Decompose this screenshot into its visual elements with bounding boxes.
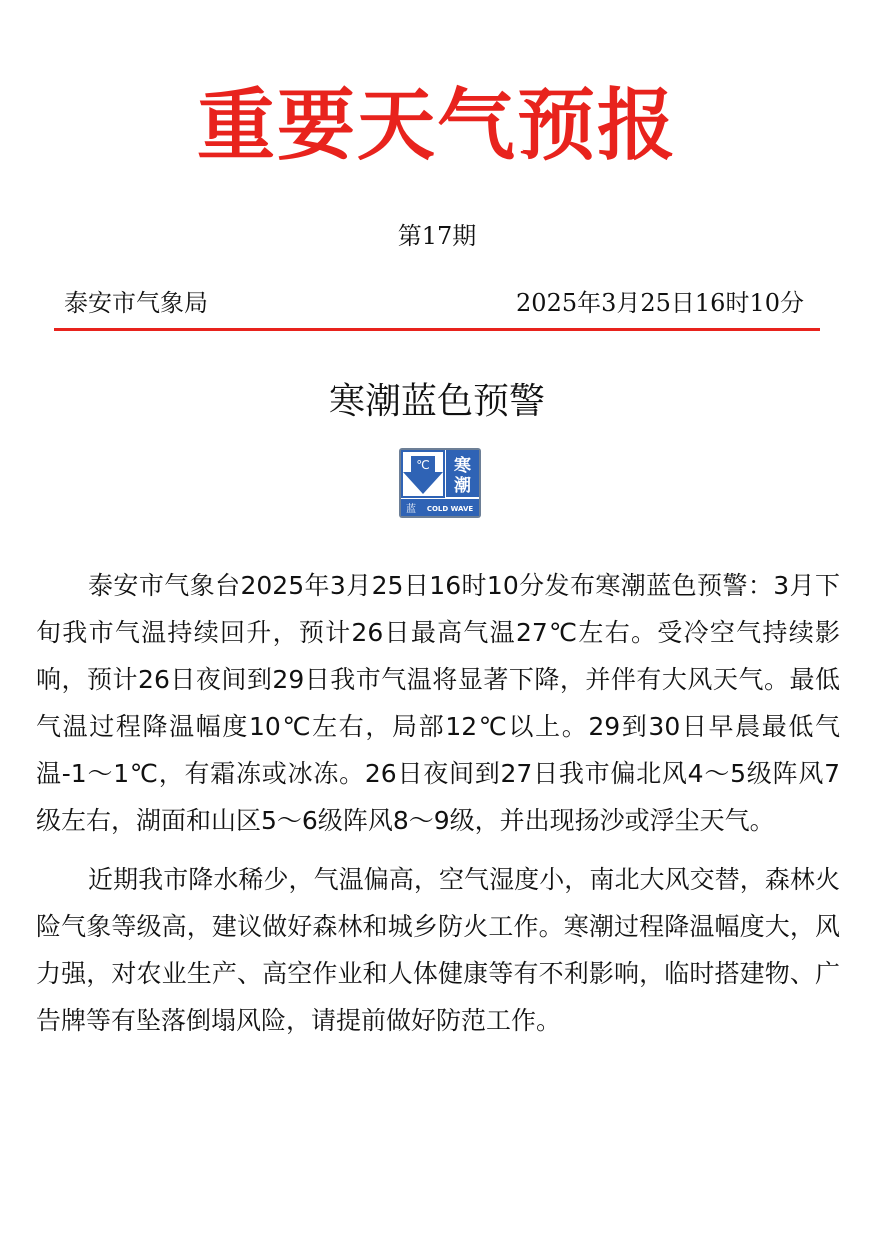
issuer-name: 泰安市气象局: [64, 289, 208, 317]
celsius-symbol: ℃: [416, 458, 430, 472]
issue-number: 第17期: [397, 222, 477, 250]
signal-english-label: COLD WAVE: [426, 505, 474, 513]
signal-char-bottom: 潮: [454, 476, 471, 496]
body-paragraph: 近期我市降水稀少，气温偏高，空气湿度小，南北大风交替，森林火险气象等级高，建议做好森林和城乡防火工作。寒潮过程降温幅度大，风力强，对农业生产、高空作业和人体健康等有不利影响，临时搭建物、广告牌等有坠落倒塌风险，请提前做好防范工作。: [36, 865, 840, 1035]
masthead-title: 重要天气预报: [196, 80, 677, 171]
signal-char-top: 寒: [454, 456, 471, 476]
cold-wave-signal-graphic: [401, 450, 479, 516]
cold-wave-blue-signal-icon: [399, 448, 481, 518]
header-divider: [54, 328, 820, 331]
body-paragraph: 泰安市气象台2025年3月25日16时10分发布寒潮蓝色预警：3月下旬我市气温持续回升，预计26日最高气温27℃左右。受冷空气持续影响，预计26日夜间到29日我市气温将显著下降，并伴有大风天气。最低气温过程降温幅度10℃左右，局部12℃以上。29到30日早晨最低气温-1～1℃，有霜冻或冰冻。26日夜间到27日我市偏北风4～5级阵风7级左右，湖面和山区5～6级阵风8～9级，并出现扬沙或浮尘天气。: [36, 571, 840, 835]
warning-title: 寒潮蓝色预警: [328, 381, 545, 422]
signal-level-char: 蓝: [406, 504, 416, 515]
issue-datetime: 2025年3月25日16时10分: [516, 289, 804, 317]
warning-body: [36, 562, 840, 1056]
